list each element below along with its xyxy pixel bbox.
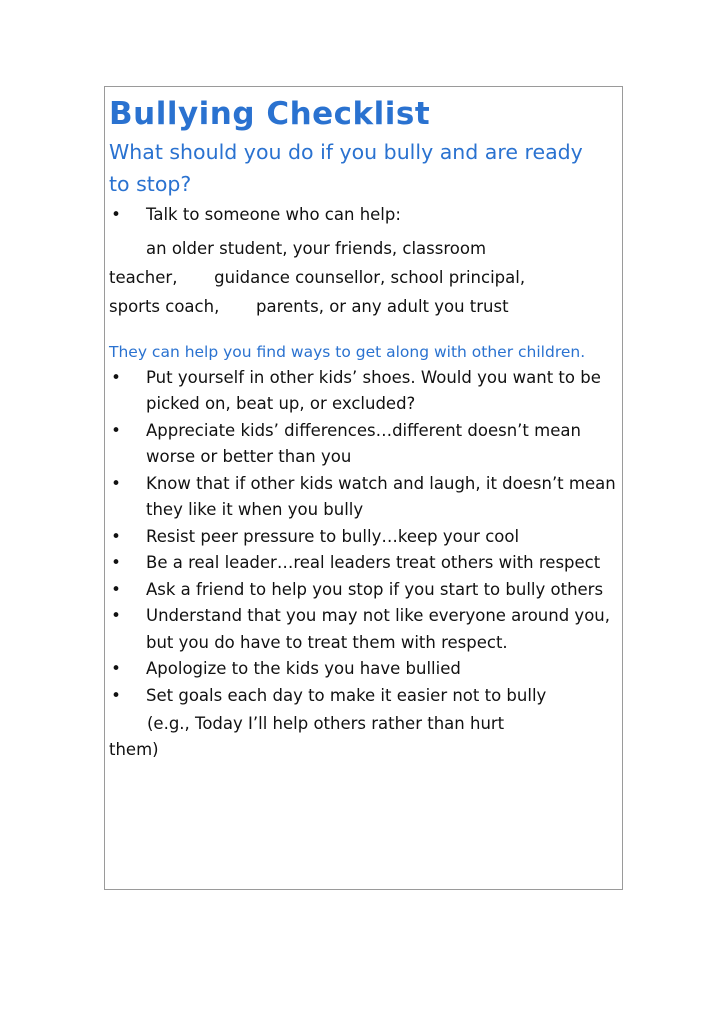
list-item-text: Know that if other kids watch and laugh, it doesn’t mean they like it when you bully xyxy=(146,473,616,519)
helpers-line-2: teacher, guidance counsellor, school principal, xyxy=(109,267,526,287)
list-item xyxy=(109,656,621,683)
bullet-icon: • xyxy=(111,579,121,599)
list-item-text: Understand that you may not like everyone around you, but you do have to treat them with respect. xyxy=(146,606,610,652)
bullet-icon: • xyxy=(111,553,121,572)
bullet-icon: • xyxy=(111,367,121,387)
tips-list xyxy=(109,365,621,710)
list-item-text: Set goals each day to make it easier not to bully xyxy=(146,685,547,705)
list-item xyxy=(109,683,621,710)
list-item-text: Be a real leader…real leaders treat others with respect xyxy=(146,553,601,572)
list-item xyxy=(109,603,621,656)
list-item-text: Ask a friend to help you stop if you start to bully others xyxy=(146,579,604,599)
helpers-line-1: an older student, your friends, classroom xyxy=(146,238,487,258)
checklist-content xyxy=(109,92,621,763)
list-item-text: Appreciate kids’ differences…different doesn’t mean worse or better than you xyxy=(146,420,581,466)
helpers-list xyxy=(109,234,621,321)
list-item xyxy=(109,550,621,577)
bullet-icon: • xyxy=(111,606,121,625)
list-item-talk xyxy=(109,202,621,229)
list-item-text: Talk to someone who can help: xyxy=(146,205,401,224)
bullet-icon: • xyxy=(111,526,121,546)
page-title: Bullying Checklist xyxy=(109,96,431,132)
list-item xyxy=(109,577,621,604)
list-item-text: Put yourself in other kids’ shoes. Would you want to be picked on, beat up, or excluded? xyxy=(146,367,601,413)
list-item xyxy=(109,365,621,418)
list-item xyxy=(109,471,621,524)
list-item-text: Apologize to the kids you have bullied xyxy=(146,659,461,678)
bullet-icon: • xyxy=(111,420,121,440)
list-item xyxy=(109,418,621,471)
subtitle: What should you do if you bully and are ready to stop? xyxy=(109,140,583,196)
example-line-2: them) xyxy=(109,740,159,759)
bullet-icon: • xyxy=(111,685,121,705)
list-item xyxy=(109,524,621,551)
bullet-icon: • xyxy=(111,473,121,493)
bullet-icon: • xyxy=(111,205,121,224)
example-line-1: (e.g., Today I’ll help others rather than hurt xyxy=(147,714,505,733)
helpers-line-3: sports coach, parents, or any adult you trust xyxy=(109,296,509,316)
list-item-text: Resist peer pressure to bully…keep your cool xyxy=(146,526,520,546)
bullet-icon: • xyxy=(111,659,121,678)
helper-note: They can help you find ways to get along with other children. xyxy=(109,342,586,361)
